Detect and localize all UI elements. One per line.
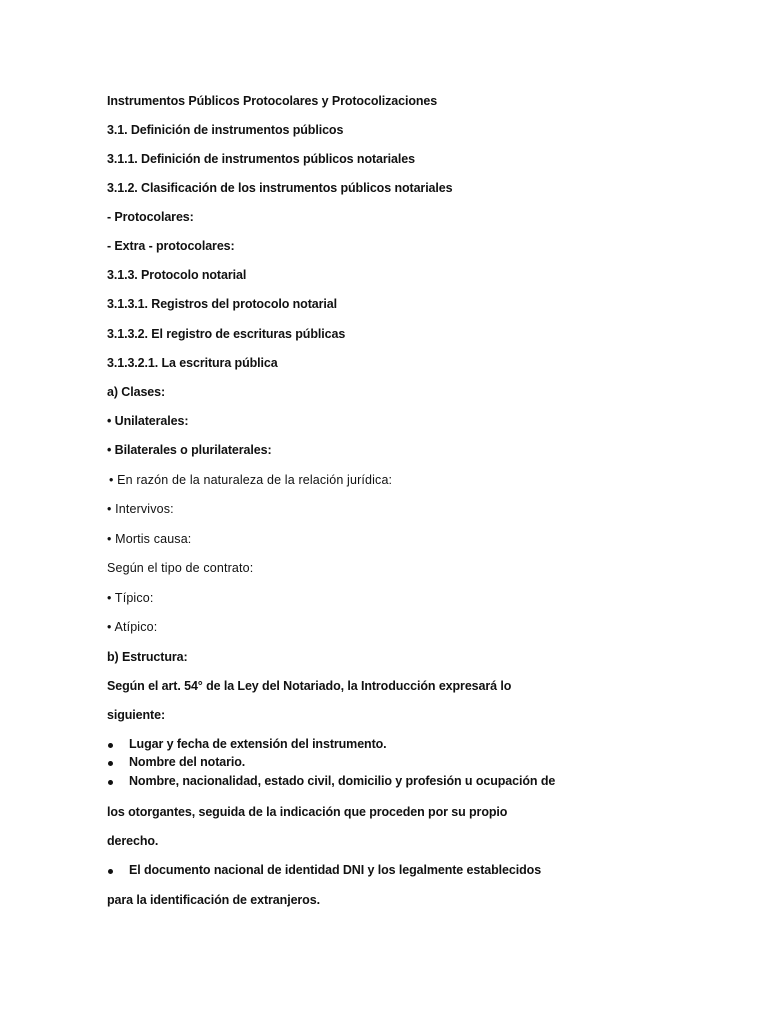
- heading-3-1-3-2: 3.1.3.2. El registro de escrituras públicas: [107, 327, 346, 341]
- section-b-estructura: b) Estructura:: [107, 650, 188, 664]
- list-item-lugar: Lugar y fecha de extensión del instrumento.: [129, 737, 387, 751]
- bullet-dot-icon: [108, 743, 113, 748]
- list-item-nombre-nacionalidad-cont2: derecho.: [107, 834, 159, 848]
- bullet-dot-icon: [108, 761, 113, 766]
- heading-3-1: 3.1. Definición de instrumentos públicos: [107, 123, 344, 137]
- item-extra-protocolares: - Extra - protocolares:: [107, 239, 235, 253]
- list-item-dni: El documento nacional de identidad DNI y los legalmente establecidos: [129, 863, 542, 877]
- heading-3-1-1: 3.1.1. Definición de instrumentos públicos notariales: [107, 152, 415, 166]
- item-atipico: • Atípico:: [107, 620, 158, 634]
- item-en-razon: • En razón de la naturaleza de la relación jurídica:: [109, 473, 393, 487]
- item-bilaterales: • Bilaterales o plurilaterales:: [107, 443, 272, 457]
- item-mortis-causa: • Mortis causa:: [107, 532, 192, 546]
- paragraph-segun-art-line2: siguiente:: [107, 708, 166, 722]
- section-a-clases: a) Clases:: [107, 385, 166, 399]
- heading-3-1-3-2-1: 3.1.3.2.1. La escritura pública: [107, 356, 278, 370]
- item-protocolares: - Protocolares:: [107, 210, 194, 224]
- bullet-dot-icon: [108, 780, 113, 785]
- paragraph-segun-art-line1: Según el art. 54° de la Ley del Notariado, la Introducción expresará lo: [107, 679, 512, 693]
- list-item-nombre-nacionalidad: Nombre, nacionalidad, estado civil, domicilio y profesión u ocupación de: [129, 774, 556, 788]
- heading-3-1-3: 3.1.3. Protocolo notarial: [107, 268, 247, 282]
- item-tipico: • Típico:: [107, 591, 154, 605]
- segun-tipo-contrato: Según el tipo de contrato:: [107, 561, 254, 575]
- list-item-nombre-nacionalidad-cont1: los otorgantes, seguida de la indicación que proceden por su propio: [107, 805, 508, 819]
- list-item-nombre-notario: Nombre del notario.: [129, 755, 246, 769]
- heading-3-1-2: 3.1.2. Clasificación de los instrumentos públicos notariales: [107, 181, 453, 195]
- document-title: Instrumentos Públicos Protocolares y Protocolizaciones: [107, 94, 438, 108]
- bullet-dot-icon: [108, 869, 113, 874]
- list-item-dni-cont: para la identificación de extranjeros.: [107, 893, 320, 907]
- item-unilaterales: • Unilaterales:: [107, 414, 189, 428]
- item-intervivos: • Intervivos:: [107, 502, 174, 516]
- heading-3-1-3-1: 3.1.3.1. Registros del protocolo notarial: [107, 297, 337, 311]
